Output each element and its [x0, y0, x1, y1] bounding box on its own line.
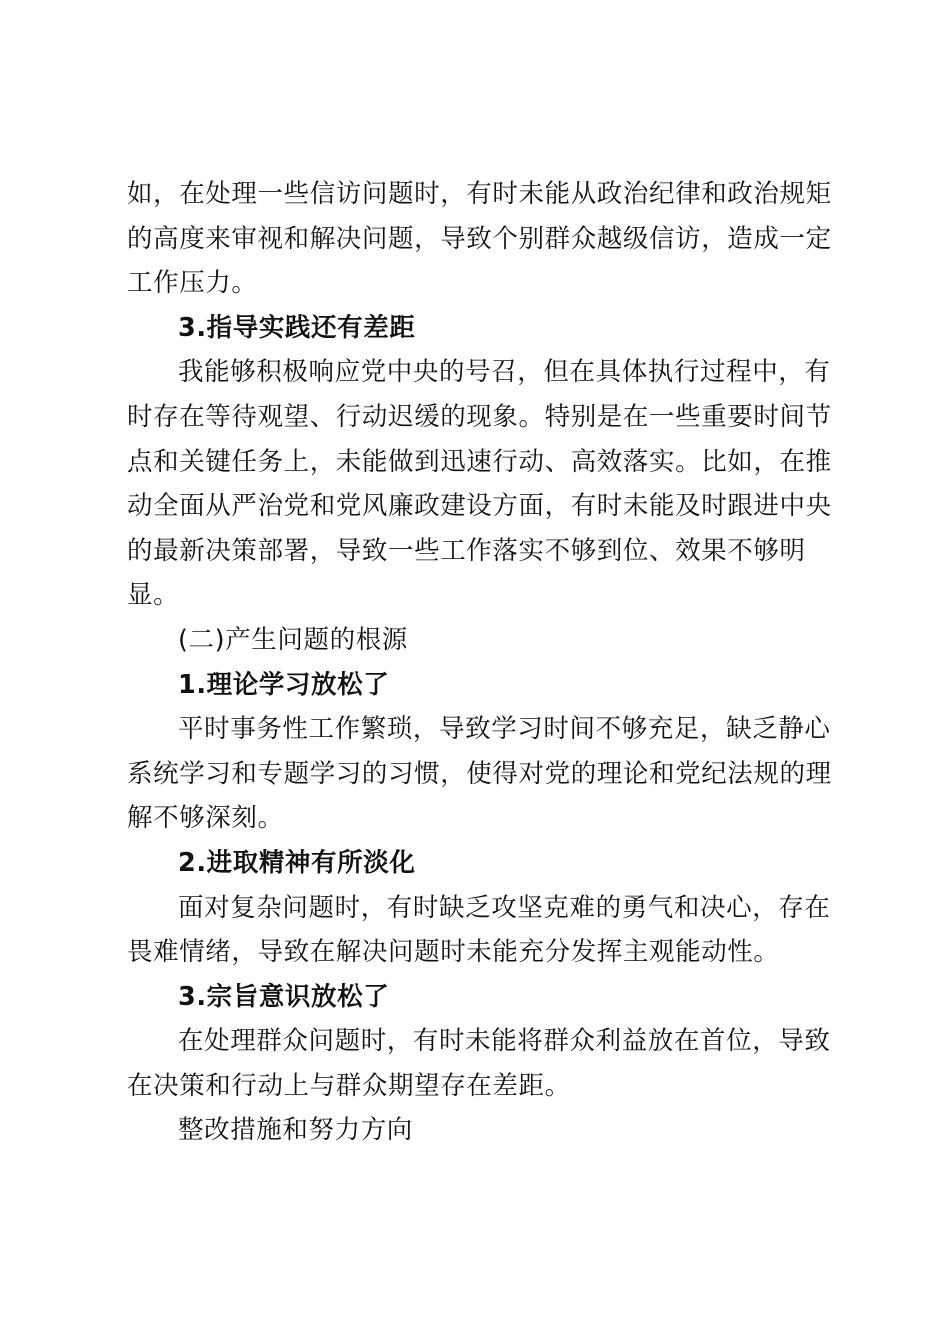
paragraph-line: 的最新决策部署，导致一些工作落实不够到位、效果不够明: [127, 535, 806, 566]
paragraph-line: 在决策和行动上与群众期望存在差距。: [127, 1070, 571, 1101]
paragraph-line: 平时事务性工作繁琐，导致学习时间不够充足，缺乏静心: [178, 714, 831, 745]
paragraph-line: 工作压力。: [127, 268, 258, 299]
paragraph-line: 面对复杂问题时，有时缺乏攻坚克难的勇气和决心，存在: [178, 892, 831, 923]
paragraph-line: 动全面从严治党和党风廉政建设方面，有时未能及时跟进中央: [127, 491, 832, 522]
paragraph-line: 我能够积极响应党中央的号召，但在具体执行过程中，有: [178, 357, 831, 388]
paragraph-line: 在处理群众问题时，有时未能将群众利益放在首位，导致: [178, 1026, 831, 1057]
paragraph-line: 解不够深刻。: [127, 803, 284, 834]
paragraph-line: 显。: [127, 580, 180, 611]
subheading: 2.进取精神有所淡化: [178, 847, 416, 878]
document-body: [127, 172, 832, 1153]
paragraph-line: 系统学习和专题学习的习惯，使得对党的理论和党纪法规的理: [127, 758, 832, 789]
paragraph-line: 点和关键任务上，未能做到迅速行动、高效落实。比如，在推: [127, 446, 832, 477]
paragraph-line: 时存在等待观望、行动迟缓的现象。特别是在一些重要时间节: [127, 401, 832, 432]
paragraph-line: 畏难情绪，导致在解决问题时未能充分发挥主观能动性。: [127, 937, 780, 968]
subheading: 1.理论学习放松了: [178, 669, 390, 700]
subheading: 3.指导实践还有差距: [178, 312, 416, 343]
section-heading: 整改措施和努力方向: [178, 1115, 413, 1146]
section-heading: (二)产生问题的根源: [178, 624, 408, 655]
paragraph-line: 如，在处理一些信访问题时，有时未能从政治纪律和政治规矩: [127, 179, 832, 209]
paragraph-line: 的高度来审视和解决问题，导致个别群众越级信访，造成一定: [127, 223, 832, 254]
subheading: 3.宗旨意识放松了: [178, 981, 390, 1012]
